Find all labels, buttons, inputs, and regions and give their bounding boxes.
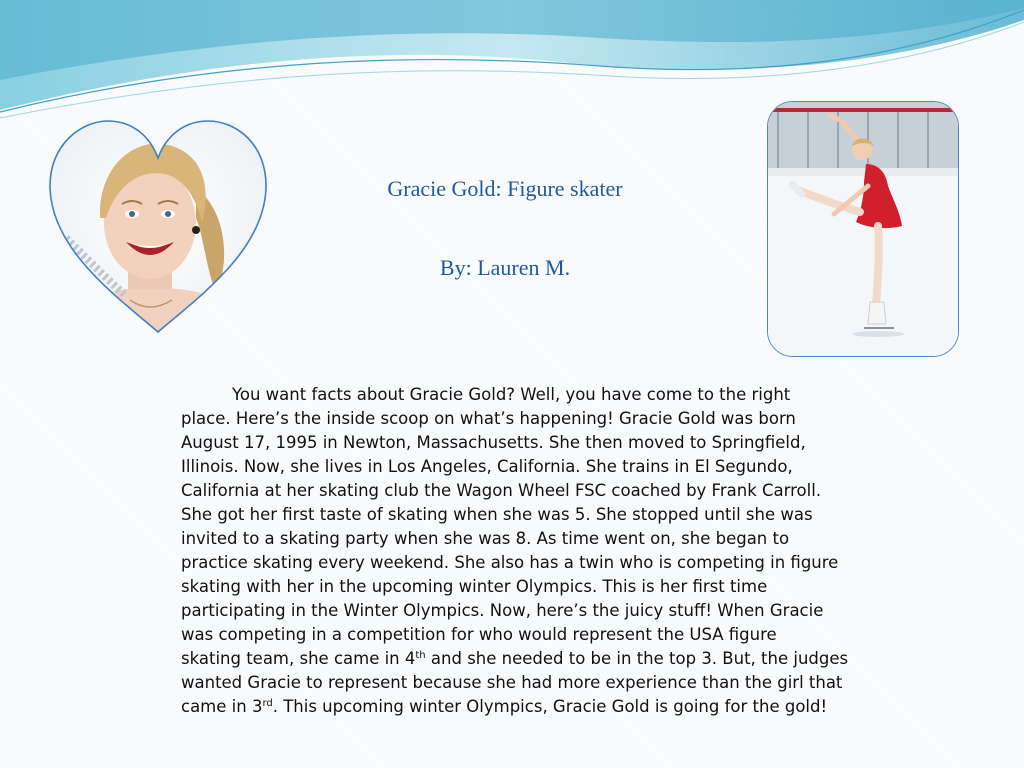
paragraph-line — [181, 383, 831, 407]
paragraph-text: You want facts about Gracie Gold? Well, you have come to the right — [232, 385, 791, 404]
paragraph-line — [181, 527, 831, 551]
body-paragraph — [181, 383, 849, 719]
paragraph-text: and she needed to be in the top 3. But, the judges — [425, 649, 849, 668]
paragraph-text: August 17, 1995 in Newton, Massachusetts. She then moved to Springfield, — [181, 433, 806, 452]
paragraph-text: . This upcoming winter Olympics, Gracie Gold is going for the gold! — [272, 697, 828, 716]
paragraph-text: Illinois. Now, she lives in Los Angeles, California. She trains in El Segundo, — [181, 457, 793, 476]
paragraph-line — [181, 503, 831, 527]
paragraph-line — [181, 407, 831, 431]
paragraph-text: came in 3 — [181, 697, 263, 716]
paragraph-line — [181, 551, 839, 575]
paragraph-line — [181, 575, 831, 599]
slide-byline: By: Lauren M. — [439, 255, 571, 280]
skater-illustration — [768, 102, 958, 356]
paragraph-line — [181, 695, 831, 719]
paragraph-line — [181, 623, 831, 647]
paragraph-text: skating team, she came in 4 — [181, 649, 416, 668]
paragraph-text: skating with her in the upcoming winter Olympics. This is her first time — [181, 577, 768, 596]
superscript: rd — [262, 698, 273, 709]
paragraph-text: wanted Gracie to represent because she had more experience than the girl that — [181, 673, 843, 692]
paragraph-text: was competing in a competition for who would represent the USA figure — [181, 625, 777, 644]
skater-photo — [767, 101, 959, 357]
superscript: th — [415, 650, 426, 661]
paragraph-text: participating in the Winter Olympics. Now, here’s the juicy stuff! When Gracie — [181, 601, 824, 620]
slide-title: Gracie Gold: Figure skater — [387, 176, 623, 201]
portrait-photo — [46, 118, 270, 336]
paragraph-line — [181, 455, 831, 479]
portrait-heart-frame — [46, 118, 270, 336]
paragraph-text: place. Here’s the inside scoop on what’s happening! Gracie Gold was born — [181, 409, 796, 428]
paragraph-text: She got her first taste of skating when she was 5. She stopped until she was — [181, 505, 813, 524]
paragraph-text: invited to a skating party when she was 8. As time went on, she began to — [181, 529, 790, 548]
paragraph-line — [181, 647, 849, 671]
paragraph-line — [181, 599, 831, 623]
paragraph-line — [181, 431, 831, 455]
paragraph-line — [181, 479, 831, 503]
paragraph-text: California at her skating club the Wagon Wheel FSC coached by Frank Carroll. — [181, 481, 822, 500]
paragraph-text: practice skating every weekend. She also has a twin who is competing in figure — [181, 553, 839, 572]
paragraph-line — [181, 671, 843, 695]
